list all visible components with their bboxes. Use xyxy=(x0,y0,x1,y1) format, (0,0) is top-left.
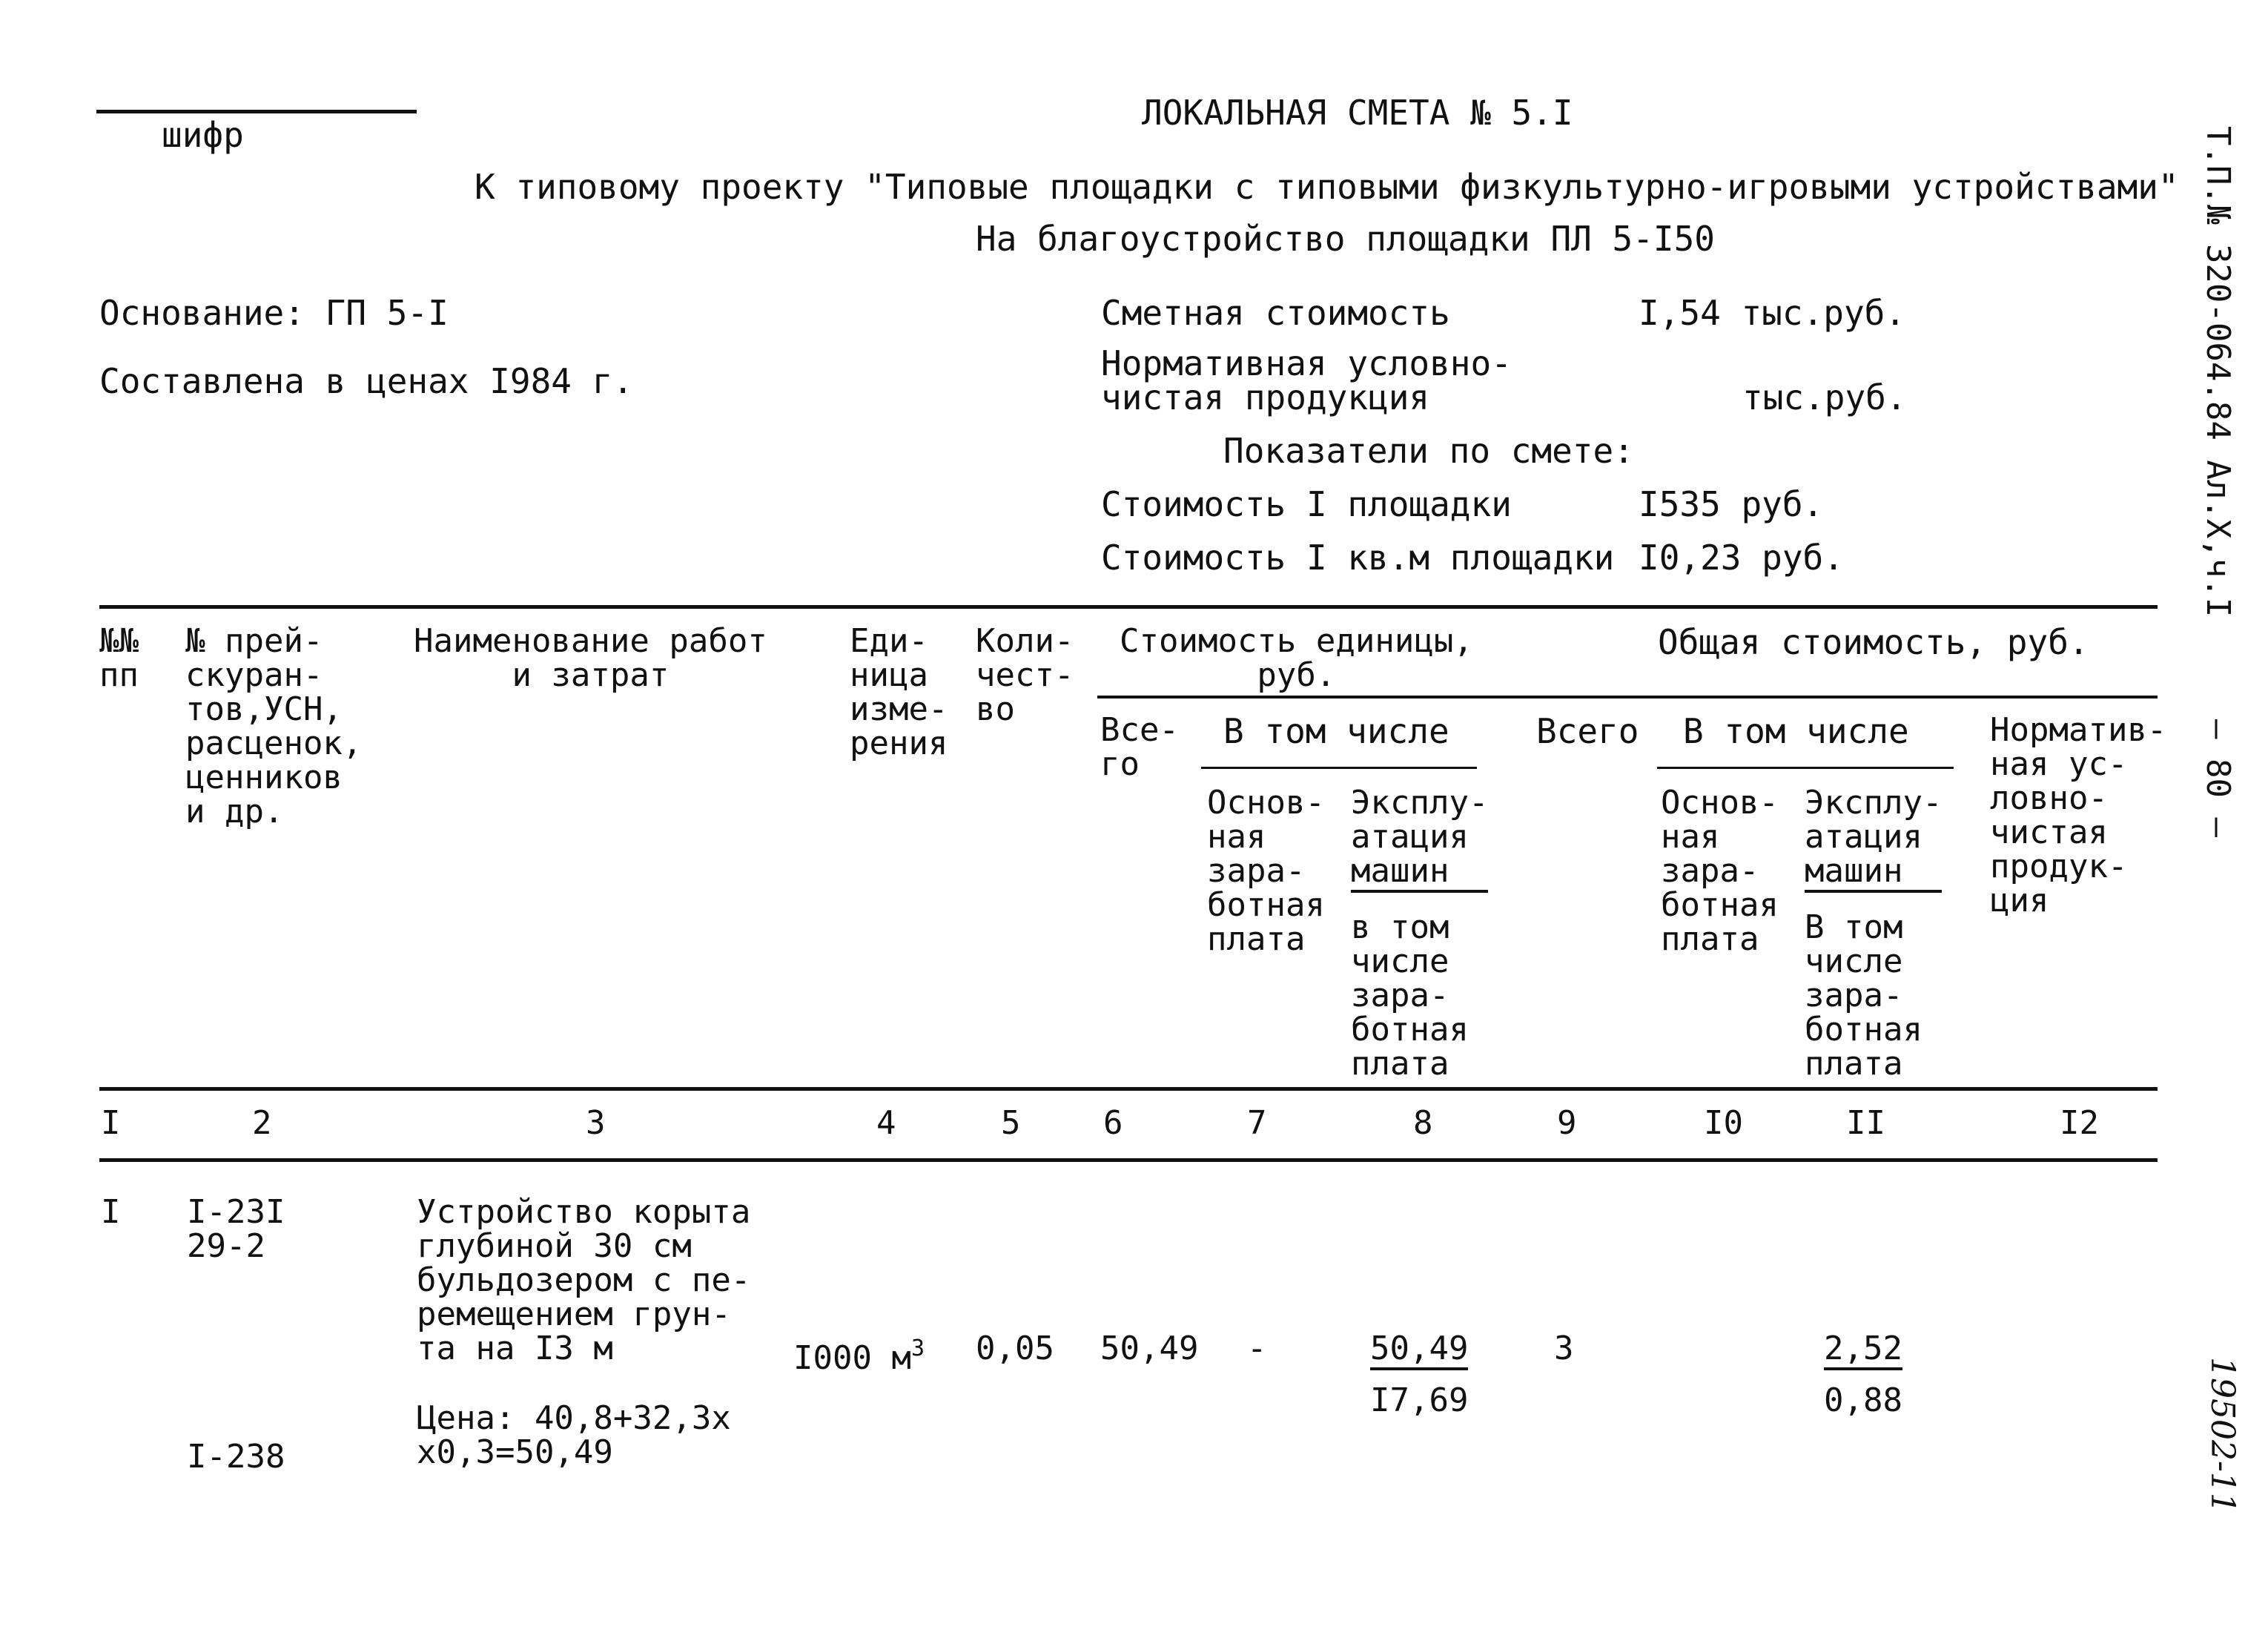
column-number-4: 4 xyxy=(876,1104,896,1142)
table-top-rule xyxy=(99,605,2158,609)
row-unit-machines: 50,49 xyxy=(1370,1332,1468,1370)
normative-unit: тыс.руб. xyxy=(1742,377,1907,417)
estimated-cost-value: I,54 тыс.руб. xyxy=(1639,293,1906,333)
header-total-machines: Эксплу- атация машин xyxy=(1805,786,1942,893)
row-work-name: Устройство корыта глубиной 30 см бульдозером с пе- ремещением грун- та на I3 м xyxy=(417,1193,751,1367)
estimated-cost-label: Сметная стоимость xyxy=(1101,293,1450,333)
header-total-all: Всего xyxy=(1536,711,1639,751)
header-col-number: №№ пп xyxy=(99,622,139,694)
header-unit-machines-salary: в том числе зара- ботная плата xyxy=(1351,908,1469,1083)
header-col-unit: Еди- ница изме- рения xyxy=(850,622,948,762)
margin-document-code: Т.П.№ 320-064.84 Ал.Х,ч.I xyxy=(2199,126,2237,618)
header-col-work-name: Наименование работ и затрат xyxy=(414,622,767,694)
row-total-machines: 2,52 xyxy=(1824,1332,1902,1370)
document-title: ЛОКАЛЬНАЯ СМЕТА № 5.I xyxy=(1142,93,1573,133)
column-number-3: 3 xyxy=(586,1104,606,1142)
column-number-9: 9 xyxy=(1557,1104,1577,1142)
row-unit-machines-salary: I7,69 xyxy=(1370,1381,1469,1419)
column-number-5: 5 xyxy=(1001,1104,1021,1142)
cost-sqm-label: Стоимость I кв.м площадки xyxy=(1101,538,1615,578)
row-unit-superscript: 3 xyxy=(910,1335,925,1361)
normative-label-2: чистая продукция xyxy=(1101,377,1430,417)
prices-year-text: Составлена в ценах I984 г. xyxy=(99,361,634,401)
column-number-6: 6 xyxy=(1103,1104,1123,1142)
column-number-1: I xyxy=(101,1104,121,1142)
row-number: I xyxy=(101,1193,121,1231)
header-unit-incl: В том числе xyxy=(1223,711,1449,751)
header-total-cost-group: Общая стоимость, руб. xyxy=(1658,622,2089,662)
column-number-8: 8 xyxy=(1413,1104,1433,1142)
margin-page-number: — 80 — xyxy=(2199,719,2237,837)
row-unit-text: I000 м xyxy=(793,1339,911,1377)
cipher-line xyxy=(96,110,417,113)
row-total-machines-salary: 0,88 xyxy=(1824,1381,1902,1419)
column-number-11: II xyxy=(1846,1104,1885,1142)
row-quantity: 0,05 xyxy=(976,1330,1054,1367)
row-code-3: I-238 xyxy=(187,1438,285,1476)
header-total-base-salary: Основ- ная зара- ботная плата xyxy=(1661,784,1779,958)
incl-underline-b xyxy=(1657,767,1954,769)
header-unit-cost-group: Стоимость единицы, руб. xyxy=(1120,622,1473,694)
header-col-quantity: Коли- чест- во xyxy=(976,622,1074,728)
header-col-price-list: № прей- скуран- тов,УСН, расценок, ценников и др. xyxy=(185,622,363,830)
row-total: 3 xyxy=(1554,1330,1574,1367)
col-numbers-rule xyxy=(99,1158,2158,1162)
row-unit xyxy=(793,1332,925,1376)
group-divider-rule xyxy=(1097,696,2158,699)
header-total-incl: В том числе xyxy=(1683,711,1909,751)
header-unit-machines: Эксплу- атация машин xyxy=(1351,786,1488,893)
header-normative-product: Норматив- ная ус- ловно- чистая продук- ция xyxy=(1990,711,2167,919)
indicators-title: Показатели по смете: xyxy=(1223,431,1634,471)
header-bottom-rule xyxy=(99,1087,2158,1091)
row-price-calculation: Цена: 40,8+32,3х х0,3=50,49 xyxy=(417,1399,731,1471)
column-number-7: 7 xyxy=(1247,1104,1267,1142)
incl-underline-a xyxy=(1201,767,1477,769)
basis-text: Основание: ГП 5-I xyxy=(99,293,449,333)
column-number-10: I0 xyxy=(1704,1104,1743,1142)
cost-site-label: Стоимость I площадки xyxy=(1101,484,1512,524)
column-number-2: 2 xyxy=(252,1104,272,1142)
cost-site-value: I535 руб. xyxy=(1639,484,1824,524)
row-unit-total: 50,49 xyxy=(1100,1330,1199,1367)
project-line: К типовому проекту "Типовые площадки с типовыми физкультурно-игровыми устройствами" xyxy=(475,167,2179,207)
object-line: На благоустройство площадки ПЛ 5-I50 xyxy=(976,219,1715,259)
normative-label-1: Нормативная условно- xyxy=(1101,343,1512,383)
column-number-12: I2 xyxy=(2060,1104,2099,1142)
header-unit-base-salary: Основ- ная зара- ботная плата xyxy=(1207,784,1325,958)
header-total-machines-salary: В том числе зара- ботная плата xyxy=(1805,908,1922,1083)
cost-sqm-value: I0,23 руб. xyxy=(1639,538,1844,578)
row-unit-base-salary: - xyxy=(1247,1330,1267,1367)
row-code-2: 29-2 xyxy=(187,1227,265,1265)
header-unit-total: Все- го xyxy=(1100,711,1179,783)
margin-handwritten-number: 19502-11 xyxy=(2203,1357,2241,1513)
cipher-label: шифр xyxy=(162,115,244,155)
row-code-1: I-23I xyxy=(187,1193,285,1231)
